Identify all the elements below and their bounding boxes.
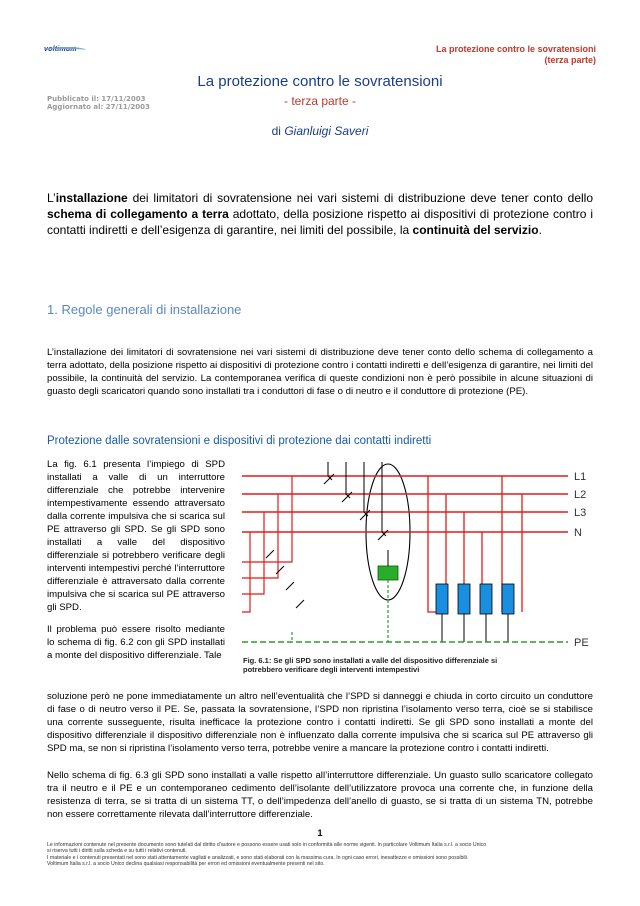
footer-disclaimer (47, 842, 607, 868)
footer-line-3: I materiale e i contenuti presentati nel sono stati attentamente vagliati e analizzati, e sono stati elaborati con la massima cura. In ogni caso errori, inesattezze e omissioni sono possibili. (47, 854, 469, 861)
document-subtitle: - terza parte - (283, 94, 357, 108)
section-2-heading: Protezione dalle sovratensioni e dispositivi di protezione dai contatti indiretti (47, 435, 432, 447)
document-title: La protezione contro le sovratensioni (197, 73, 443, 90)
spd-3 (480, 584, 492, 614)
author-line (0, 124, 640, 138)
breaker-switches (324, 462, 388, 540)
intro-text-4: . (538, 223, 542, 237)
upstream-switches (266, 550, 304, 608)
voltimum-logo (44, 38, 90, 52)
author-prefix: di (271, 124, 281, 138)
footer-line-1: Le informazioni contenute nel presente documento sono tutelati dal diritto d’autore e possono essere usati solo in conformità alle norme vigenti. In particolare Voltimum Italia s.r.l. a socio Unico (47, 842, 487, 848)
updated-date: Aggiornato al: 27/11/2003 (47, 103, 150, 111)
intro-bold-1: installazione (55, 191, 128, 205)
label-l2: L2 (574, 489, 587, 501)
spd-devices (436, 584, 514, 642)
label-l3: L3 (574, 507, 587, 519)
intro-text-2: dei limitatori di sovratensione nei vari sistemi di distribuzione deve tener conto dello (127, 191, 593, 205)
label-l1: L1 (574, 471, 587, 483)
caption-line-2: potrebbero verificare degli interventi intempestivi (243, 665, 420, 674)
intro-bold-2: schema di collegamento a terra (47, 207, 229, 221)
footer-line-4: Voltimum Italia s.r.l. a socio Unico declina qualsiasi responsabilità per errori ed omissioni eventualmente presenti nel sito. (47, 861, 325, 868)
left-column-text (47, 458, 225, 671)
published-date: Pubblicato il: 17/11/2003 (47, 95, 146, 103)
pe-drop (292, 580, 388, 642)
section-1-paragraph: L’installazione dei limitatori di sovratensione nei vari sistemi di distribuzione deve tener conto dello schema di collegamento a terra adottato, della posizione rispetto ai dispositivi di protezione contro i contatti indiretti e dell’esigenza di garantire, nei limiti del possibile, la continuità del servizio. La contemporanea verifica di queste condizioni non è però possibile in alcune situazioni di guasto degli scaricatori quando sono installati tra i conduttori di fase o di neutro e il conduttore di protezione (PE). (47, 347, 593, 397)
spd-2 (458, 584, 470, 614)
intro-paragraph (47, 190, 593, 238)
figure-6-1-diagram (232, 462, 604, 658)
paragraph-2: soluzione però ne pone immediatamente un altro nell’eventualità che l’SPD si danneggi e chiuda in corto circuito un conduttore di fase o di neutro verso il PE. Se, passata la sovratensione, l’SPD non ripristina l’isolamento verso terra, cioè se si stabilisce una corrente susseguente, risulta inefficace la protezione contro i contatti indiretti. Se gli SPD sono installati a monte del dispositivo differenziale il dispositivo differenziale non è influenzato dalla corrente impulsiva che si scarica sul PE attraverso gli SPD ma, se non si ripristina l’isolamento verso terra, potrebbe venire a mancare la protezione contro i contatti indiretti. (47, 691, 593, 754)
author-name: Gianluigi Saveri (284, 124, 369, 138)
upstream-loads (242, 476, 292, 612)
running-title-line1: La protezione contro le sovratensioni (435, 44, 596, 54)
logo-text: voltimum (44, 46, 77, 53)
spd-1 (436, 584, 448, 614)
page-number: 1 (317, 828, 323, 838)
intro-text-3: adottato, della posizione rispetto ai dispositivi di protezione contro i contatti indiretti e dell’esigenza di garantire, nei limiti del possibile, la (47, 207, 593, 237)
section-1-heading: 1. Regole generali di installazione (47, 302, 242, 317)
spd-4 (502, 584, 514, 614)
differential-sensor (378, 566, 398, 580)
left-column-paragraph-1: La fig. 6.1 presenta l’impiego di SPD installati a valle di un interruttore differenziale che potrebbe intervenire intempestivamente essendo attraversato dalla corrente impulsiva che si scarica sul PE attraverso gli SPD. Se gli SPD sono installati a valle del dispositivo differenziale si potrebbero verificare degli interventi intempestivi perché l’interruttore differenziale è attraversato dalla corrente impulsiva che si scarica sul PE attraverso gli SPD. (47, 459, 225, 613)
logo-swoosh-icon (46, 47, 86, 53)
left-column-paragraph-2: Il problema può essere risolto mediante lo schema di fig. 6.2 con gli SPD installati a monte del dispositivo differenziale. Tale (47, 624, 225, 661)
footer-line-2: si riserva tutti i diritti sulla scheda e su tutti i relativi contenuti. (47, 848, 187, 855)
figure-caption (243, 656, 543, 674)
caption-line-1: Fig. 6.1: Se gli SPD sono installati a valle del dispositivo differenziale si (243, 656, 498, 665)
running-title-line2: (terza parte) (544, 55, 596, 65)
intro-text-1: L’ (47, 191, 56, 205)
label-pe: PE (574, 637, 589, 649)
running-header (436, 44, 596, 66)
label-n: N (574, 527, 582, 539)
intro-bold-3: continuità del servizio (412, 223, 539, 237)
paragraph-3: Nello schema di fig. 6.3 gli SPD sono installati a valle rispetto all’interruttore differenziale. Un guasto sullo scaricatore collegato tra il neutro e il PE e un contemporaneo cedimento dell’isolante dell’utilizzatore provoca una corrente che, in funzione della resistenza di terra, se si tratta di un sistema TT, o dell’impedenza dell’anello di guasto, se si tratta di un sistema TN, potrebbe non essere correttamente rilevata dall’interruttore differenziale. (47, 770, 593, 820)
